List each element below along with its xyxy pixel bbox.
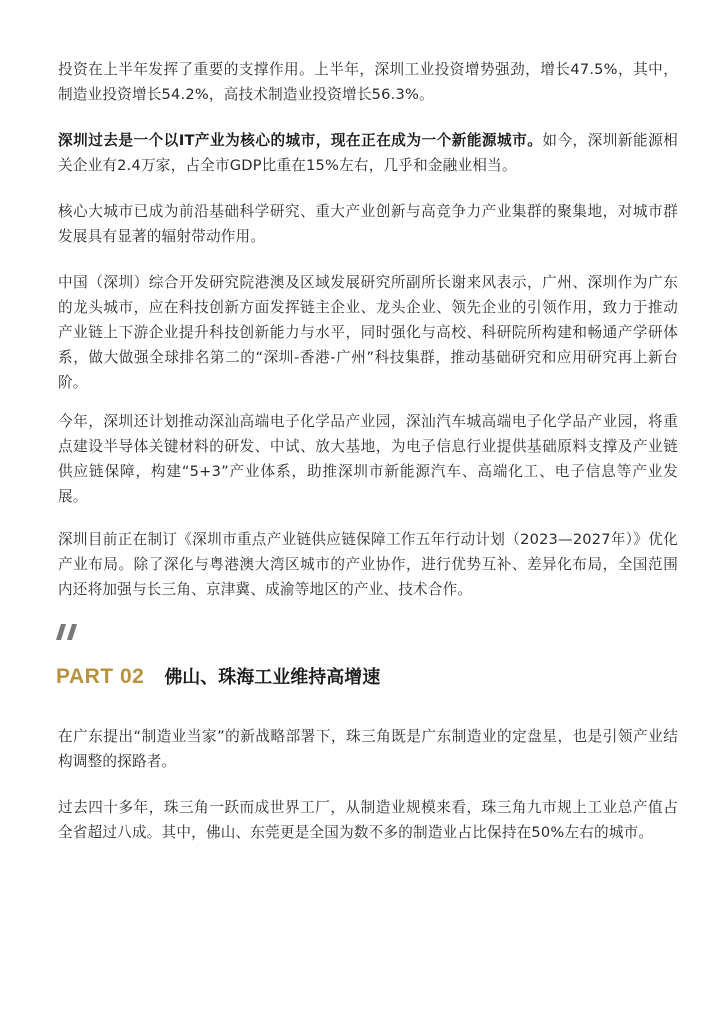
paragraph-new-energy (58, 128, 678, 178)
paragraph-investment: 投资在上半年发挥了重要的支撑作用。上半年，深圳工业投资增势强劲，增长47.5%，其中，制造业投资增长54.2%，高技术制造业投资增长56.3%。 (58, 61, 678, 103)
paragraph-action-plan: 深圳目前正在制订《深圳市重点产业链供应链保障工作五年行动计划（2023—2027年）》优化产业布局。除了深化与粤港澳大湾区城市的产业协作，进行优势互补、差异化布局，全国范围内还将加强与长三角、京津冀、成渝等地区的产业、技术合作。 (58, 531, 678, 598)
paragraph-new-energy-body: 如今，深圳新能源相关企业有2.4万家，占全市GDP比重在15%左右，几乎和金融业相当。 (58, 132, 678, 174)
paragraph-manufacturing-strategy: 在广东提出“制造业当家”的新战略部署下，珠三角既是广东制造业的定盘星，也是引领产业结构调整的探路者。 (58, 728, 678, 770)
section-title: 佛山、珠海工业维持高增速 (164, 667, 381, 688)
part-number: PART 02 (56, 665, 145, 688)
section-heading (56, 663, 380, 689)
paragraph-core-cities: 核心大城市已成为前沿基础科学研究、重大产业创新与高竞争力产业集群的聚集地，对城市群发展具有显著的辐射带动作用。 (58, 203, 678, 245)
paragraph-world-factory: 过去四十多年，珠三角一跃而成世界工厂，从制造业规模来看，珠三角九市规上工业总产值占全省超过八成。其中，佛山、东莞更是全国为数不多的制造业占比保持在50%左右的城市。 (58, 799, 678, 841)
paragraph-new-energy-highlight: 深圳过去是一个以IT产业为核心的城市，现在正在成为一个新能源城市。 (58, 132, 543, 149)
paragraph-shenshan-plan: 今年，深圳还计划推动深汕高端电子化学品产业园，深汕汽车城高端电子化学品产业园，将重点建设半导体关键材料的研发、中试、放大基地，为电子信息行业提供基础原料支撑及产业链供应链保障，构建“5+3”产业体系，助推深圳市新能源汽车、高端化工、电子信息等产业发展。 (58, 413, 678, 505)
paragraph-expert-quote: 中国（深圳）综合开发研究院港澳及区域发展研究所副所长谢来风表示，广州、深圳作为广东的龙头城市，应在科技创新方面发挥链主企业、龙头企业、领先企业的引领作用，致力于推动产业链上下游企业提升科技创新能力与水平，同时强化与高校、科研院所构建和畅通产学研体系，做大做强全球排名第二的“深圳-香港-广州”科技集群，推动基础研究和应用研究再上新台阶。 (58, 274, 678, 391)
quote-mark-icon (56, 622, 80, 642)
